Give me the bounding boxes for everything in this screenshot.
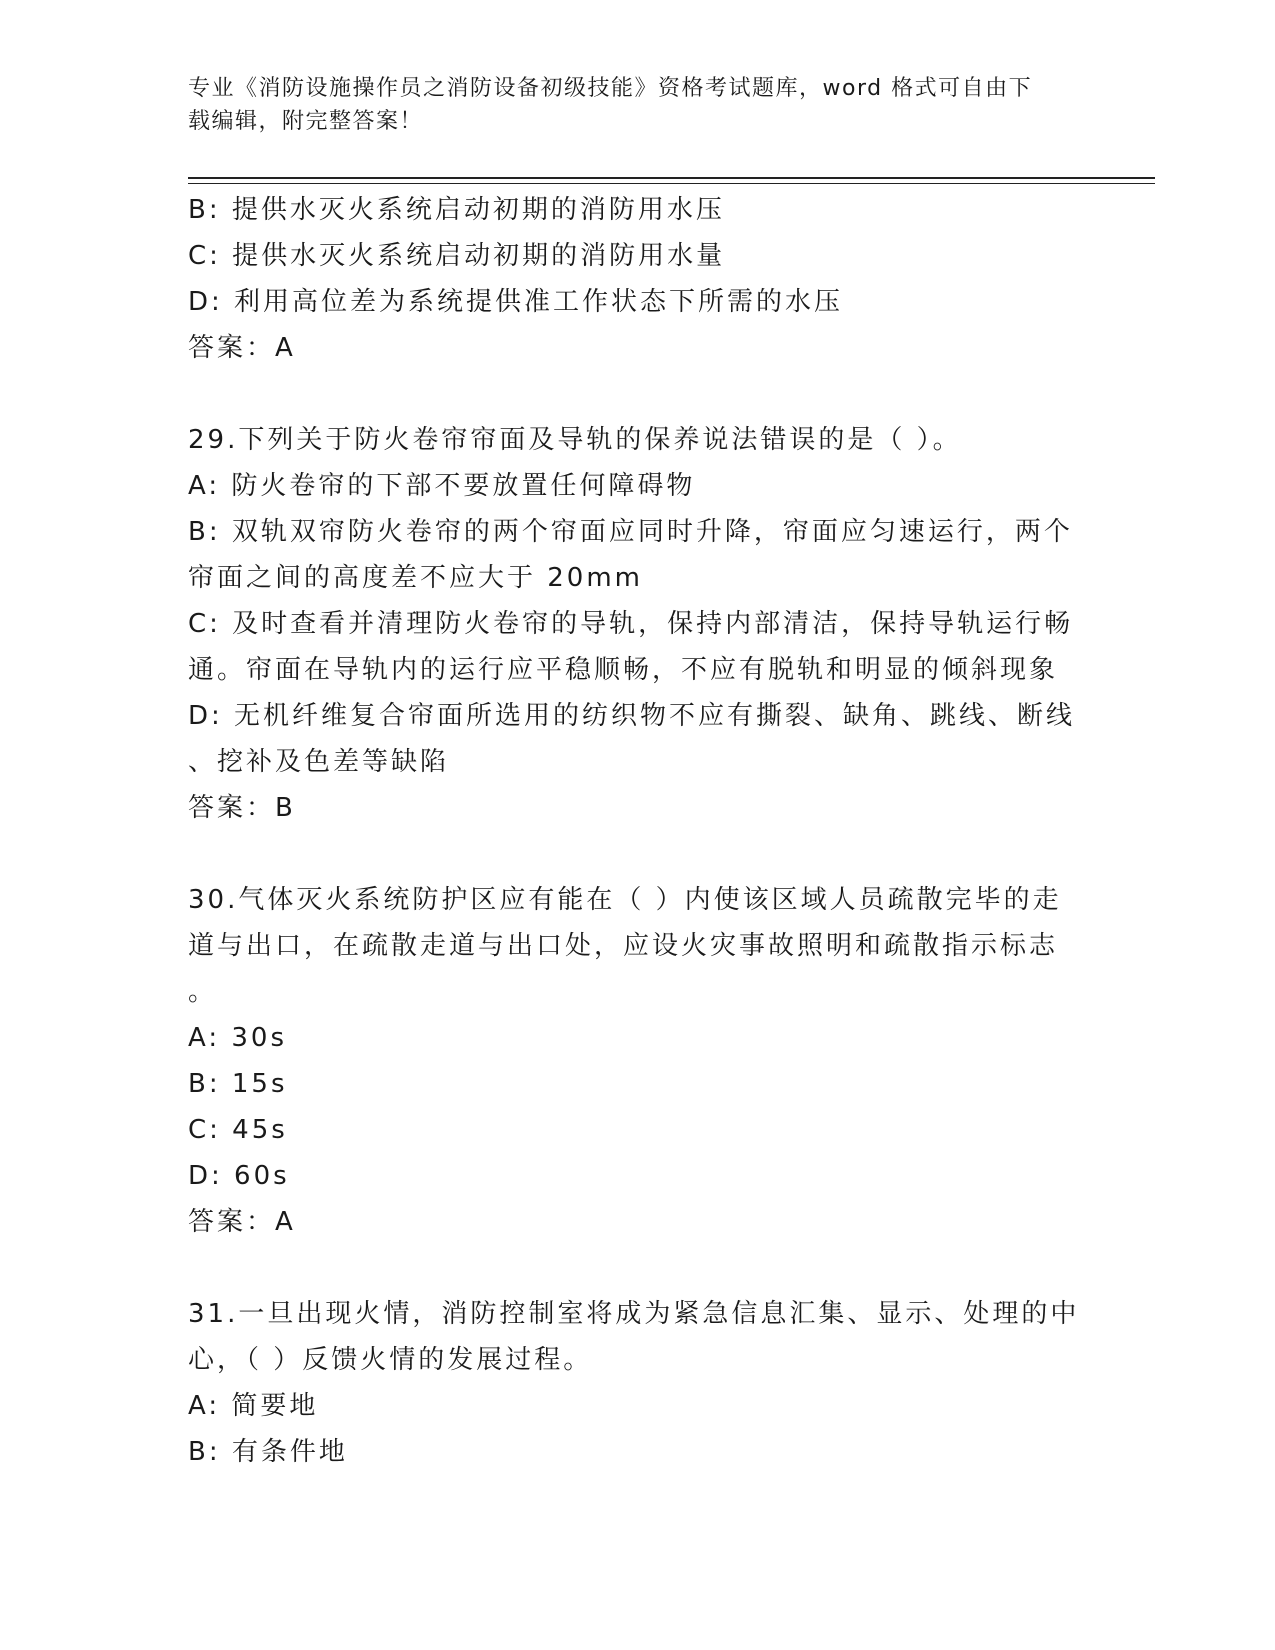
- answer-label: 答案：A: [188, 333, 296, 363]
- option-c: C: 45s: [188, 1115, 288, 1145]
- question-30: [188, 877, 1088, 1245]
- question-29: [188, 417, 1088, 831]
- option-c: C: 提供水灭火系统启动初期的消防用水量: [188, 241, 726, 271]
- option-d: D: 60s: [188, 1161, 290, 1191]
- header-intro-line-2: 载编辑，附完整答案！: [188, 109, 424, 134]
- question-stem-end: 。: [188, 977, 218, 1007]
- answer-label: 答案：A: [188, 1207, 296, 1237]
- question-stem-continued: 道与出口，在疏散走道与出口处，应设火灾事故照明和疏散指示标志: [188, 931, 1059, 961]
- option-b: B: 有条件地: [188, 1437, 348, 1467]
- spacer: [188, 1245, 1088, 1291]
- question-content: [188, 187, 1088, 1475]
- option-c-continued: 通。帘面在导轨内的运行应平稳顺畅，不应有脱轨和明显的倾斜现象: [188, 655, 1059, 685]
- option-c: C: 及时查看并清理防火卷帘的导轨，保持内部清洁，保持导轨运行畅: [188, 609, 1074, 639]
- option-d: D: 利用高位差为系统提供准工作状态下所需的水压: [188, 287, 844, 317]
- question-28-tail: [188, 187, 1088, 371]
- option-b-continued: 帘面之间的高度差不应大于 20mm: [188, 563, 644, 593]
- question-stem: 29.下列关于防火卷帘帘面及导轨的保养说法错误的是（ ）。: [188, 425, 962, 455]
- header-intro-line-1: 专业《消防设施操作员之消防设备初级技能》资格考试题库，word 格式可自由下: [188, 76, 1033, 101]
- option-a: A: 防火卷帘的下部不要放置任何障碍物: [188, 471, 696, 501]
- header-divider-thick: [188, 177, 1155, 179]
- option-a: A: 30s: [188, 1023, 287, 1053]
- answer-label: 答案：B: [188, 793, 296, 823]
- question-31: [188, 1291, 1088, 1475]
- question-stem: 30.气体灭火系统防护区应有能在（ ）内使该区域人员疏散完毕的走: [188, 885, 1062, 915]
- option-d: D: 无机纤维复合帘面所选用的纺织物不应有撕裂、缺角、跳线、断线: [188, 701, 1076, 731]
- header-divider-thin: [188, 183, 1155, 184]
- option-a: A: 简要地: [188, 1391, 319, 1421]
- question-stem-continued: 心，（ ）反馈火情的发展过程。: [188, 1345, 593, 1375]
- question-stem: 31.一旦出现火情，消防控制室将成为紧急信息汇集、显示、处理的中: [188, 1299, 1080, 1329]
- option-b: B: 15s: [188, 1069, 288, 1099]
- option-d-continued: 、挖补及色差等缺陷: [188, 747, 450, 777]
- spacer: [188, 831, 1088, 877]
- document-header: [188, 72, 1068, 138]
- spacer: [188, 371, 1088, 417]
- option-b: B: 双轨双帘防火卷帘的两个帘面应同时升降，帘面应匀速运行，两个: [188, 517, 1073, 547]
- option-b: B: 提供水灭火系统启动初期的消防用水压: [188, 195, 725, 225]
